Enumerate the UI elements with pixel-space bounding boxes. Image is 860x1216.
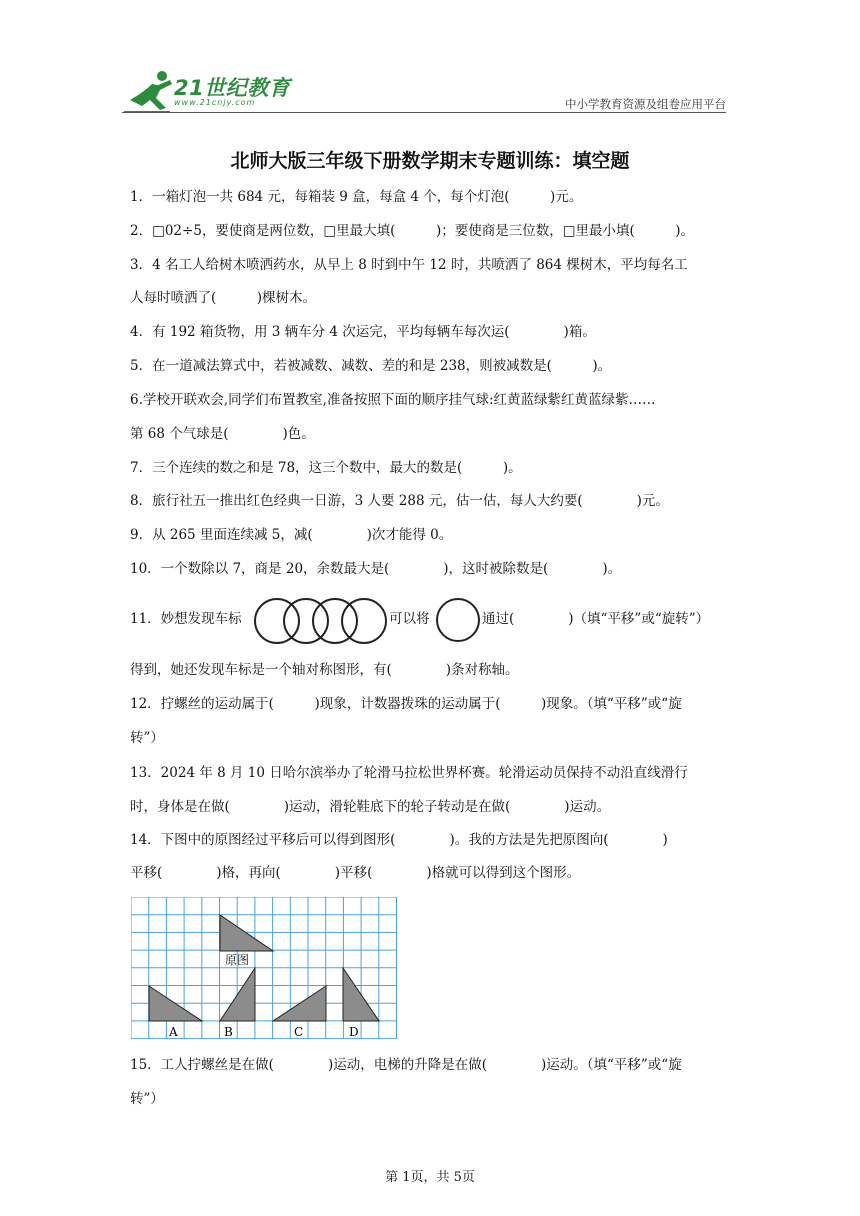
label-b: B [224,1025,233,1039]
question-9: 9．从 265 里面连续减 5，减( )次才能得 0。 [130,527,453,543]
question-12: 12．拧螺丝的运动属于( )现象，计数器拨珠的运动属于( )现象。（填“平移”或“旋 [130,696,682,712]
label-a: A [169,1025,178,1039]
logo-text: 21世纪教育 [174,76,291,100]
label-d: D [349,1025,359,1039]
question-14-cont: 平移( )格，再向( )平移( )格就可以得到这个图形。 [130,865,581,881]
logo-url: www.21cnjy.com [174,98,256,107]
question-13: 13．2024 年 8 月 10 日哈尔滨举办了轮滑马拉松世界杯赛。轮滑运动员保持不动沿直线滑行 [130,765,688,781]
original-label: 原图 [225,953,250,967]
question-3-cont: 人每时喷洒了( )棵树木。 [130,290,317,306]
page-footer: 第 1页，共 5页 [385,1170,475,1185]
question-3: 3．4 名工人给树木喷洒药水，从早上 8 时到中午 12 时，共喷洒了 864 棵树木，平均每名工 [130,257,688,273]
label-c: C [294,1025,304,1039]
question-12-cont: 转”） [130,730,164,746]
question-1: 1．一箱灯泡一共 684 元，每箱装 9 盒，每盒 4 个，每个灯泡( )元。 [130,189,583,205]
question-14: 14．下图中的原图经过平移后可以得到图形( )。我的方法是先把原图向( ) [130,832,668,848]
question-11-suffix: 通过( )（填“平移”或“旋转”） [482,611,710,627]
question-2: 2．□02÷5，要使商是两位数，□里最大填( )；要使商是三位数，□里最小填( )。 [130,223,694,239]
question-15: 15．工人拧螺丝是在做( )运动，电梯的升降是在做( )运动。（填“平移”或“旋 [130,1057,682,1073]
question-11-cont: 得到，她还发现车标是一个轴对称图形，有( )条对称轴。 [130,662,519,678]
question-6: 6.学校开联欢会,同学们布置教室,准备按照下面的顺序挂气球:红黄蓝绿紫红黄蓝绿紫…… [130,392,656,408]
logo-ring-4 [341,598,387,644]
page-title: 北师大版三年级下册数学期末专题训练：填空题 [230,150,630,172]
question-4: 4．有 192 箱货物，用 3 辆车分 4 次运完，平均每辆车每次运( )箱。 [130,324,596,340]
single-ring [436,598,480,642]
question-8: 8．旅行社五一推出红色经典一日游，3 人要 288 元，估一估，每人大约要( )元。 [130,493,669,509]
original-triangle [220,915,273,951]
question-13-cont: 时，身体是在做( )运动，滑轮鞋底下的轮子转动是在做( )运动。 [130,799,611,815]
question-5: 5．在一道减法算式中，若被减数、减数、差的和是 238，则被减数是( )。 [130,358,612,374]
platform-name: 中小学教育资源及组卷应用平台 [565,97,726,111]
question-11-prefix: 11．妙想发现车标 [130,611,242,627]
question-11-middle: 可以将 [389,611,430,627]
question-6-cont: 第 68 个气球是( )色。 [130,426,315,442]
translation-grid-figure [131,897,397,1039]
question-7: 7．三个连续的数之和是 78，这三个数中，最大的数是( )。 [130,460,522,476]
question-10: 10．一个数除以 7，商是 20，余数最大是( )，这时被除数是( )。 [130,561,622,577]
header-divider [122,112,726,113]
question-15-cont: 转”） [130,1091,164,1107]
page-header [122,64,726,116]
